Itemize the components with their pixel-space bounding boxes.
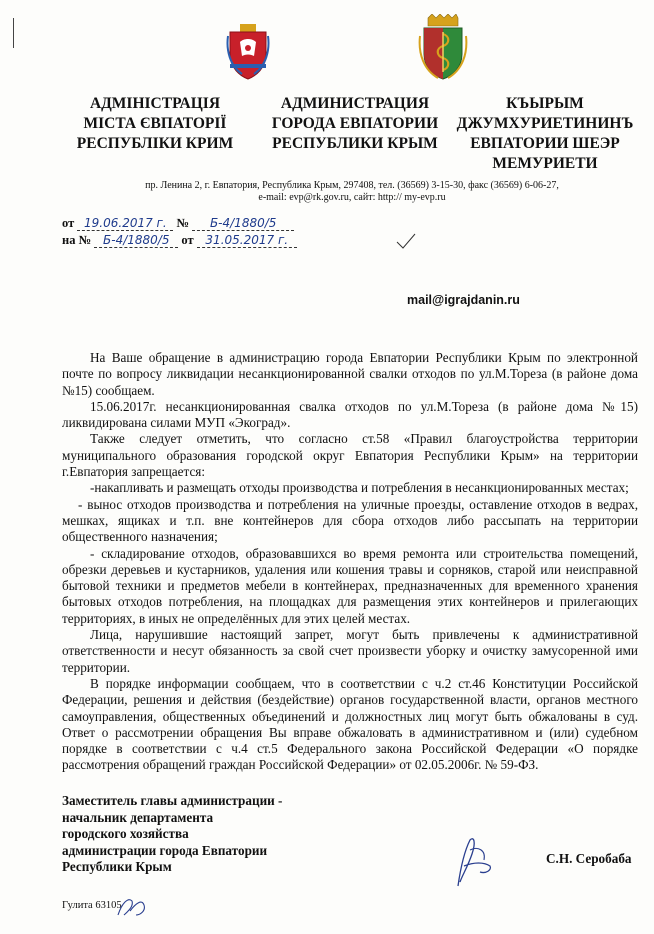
contact-line: e-mail: evp@rk.gov.ru, сайт: http:// my-evp.ru xyxy=(258,192,446,203)
handwritten-signature xyxy=(440,832,510,892)
signer-name: С.Н. Серобаба xyxy=(546,851,632,866)
margin-mark xyxy=(13,18,14,48)
header-crimean-tatar-line: ЕВПАТОРИИ ШЕЭР xyxy=(470,135,620,152)
outgoing-reference xyxy=(62,216,294,231)
header-crimean-tatar-line: ДЖУМХУРИЕТИНИНЪ xyxy=(456,115,634,132)
outgoing-number: Б-4/1880/5 xyxy=(192,216,294,231)
header-crimean-tatar-line: МЕМУРИЕТИ xyxy=(492,155,598,172)
header-ukrainian xyxy=(60,94,250,154)
incoming-date: 31.05.2017 г. xyxy=(197,233,297,248)
header-crimean-tatar-line: КЪЫРЫМ xyxy=(506,95,584,112)
body-paragraph: - складирование отходов, образовавшихся во время ремонта или строительства помещений, обрезки деревьев и кустарников, удаления или кошения травы и сорняков, старой или неисправной бытовой техники и предметов мебели в контейнерах, предназначенных для временного хранения бытовых отходов потребления, на площадках для размещения этих контейнеров и прилегающих территориях, в иных не определённых для этих целей местах. xyxy=(62,545,638,626)
outgoing-date: 19.06.2017 г. xyxy=(77,216,173,231)
evpatoria-coat-of-arms-icon xyxy=(418,14,468,80)
number-label: № xyxy=(176,216,190,230)
executor-note: Гулита 63105 xyxy=(62,900,122,911)
position-line: администрации города Евпатории xyxy=(62,842,268,858)
handwritten-initials xyxy=(114,893,152,919)
position-line: начальник департамента xyxy=(62,809,214,825)
body-paragraph: -накапливать и размещать отходы производства и потребления в несанкционированных местах; xyxy=(90,480,629,496)
header-ukrainian-line: МІСТА ЄВПАТОРІЇ xyxy=(83,115,227,132)
address-block xyxy=(92,180,612,204)
position-line: Заместитель главы администрации - xyxy=(62,793,283,808)
position-line: городского хозяйства xyxy=(62,826,189,841)
letter-body xyxy=(62,350,638,774)
crimea-coat-of-arms-icon xyxy=(226,24,270,80)
reply-from-label: от xyxy=(181,233,194,247)
signatory-position xyxy=(62,793,282,876)
incoming-reference xyxy=(62,233,297,248)
from-label: от xyxy=(62,216,75,230)
body-paragraph: Также следует отметить, что согласно ст.58 «Правил благоустройства территории муниципального образования городской округ Евпатория Республики Крым» на территории г.Евпатория запрещается: xyxy=(62,431,638,480)
body-paragraph: В порядке информации сообщаем, что в соответствии с ч.2 ст.46 Конституции Российской Федерации, решения и действия (бездействие) органов государственной власти, органов местного самоуправления, общественных объединений и должностных лиц могут быть обжалованы в суд. Ответ о рассмотрении обращения Вы вправе обжаловать в административном и (или) судебном порядке в соответствии с ч.4 ст.5 Федерального закона Российской Федерации «О порядке рассмотрения обращений граждан Российской Федерации» от 02.05.2006г. № 59-ФЗ. xyxy=(62,675,638,773)
incoming-number: Б-4/1880/5 xyxy=(94,233,178,248)
header-ukrainian-line: РЕСПУБЛІКИ КРИМ xyxy=(76,135,234,152)
body-paragraph: На Ваше обращение в администрацию города Евпатории Республики Крым по электронной почте по вопросу ликвидации несанкционированной свалки отходов по ул.М.Тореза (в районе дома №15) сообщаем. xyxy=(62,350,638,398)
header-russian-line: АДМИНИСТРАЦИЯ xyxy=(280,95,430,112)
header-russian-line: ГОРОДА ЕВПАТОРИИ xyxy=(271,115,439,132)
body-paragraph: - вынос отходов производства и потребления на уличные проезды, оставление отходов в ведрах, мешках, ящиках и т.п. вне контейнеров для сбора отходов либо рассыпать на территории общественного назначения; xyxy=(62,496,638,545)
check-mark-icon xyxy=(395,232,417,250)
header-crimean-tatar xyxy=(448,94,642,174)
address-line: пр. Ленина 2, г. Евпатория, Республика Крым, 297408, тел. (36569) 3-15-30, факс (36569) 6-06-27, xyxy=(145,180,559,191)
header-ukrainian-line: АДМІНІСТРАЦІЯ xyxy=(89,95,221,112)
recipient-email: mail@igrajdanin.ru xyxy=(407,293,520,307)
position-line: Республики Крым xyxy=(62,859,172,874)
header-russian xyxy=(262,94,448,154)
reply-number-label: на № xyxy=(62,233,92,247)
body-paragraph: 15.06.2017г. несанкционированная свалка отходов по ул.М.Тореза (в районе дома №15) ликвидирована силами МУП «Экоград». xyxy=(62,398,638,431)
header-russian-line: РЕСПУБЛИКИ КРЫМ xyxy=(272,135,438,152)
body-paragraph: Лица, нарушившие настоящий запрет, могут быть привлечены к административной ответственности и несут обязанность за свой счет произвести уборку и очистку замусоренной ими территории. xyxy=(62,627,638,675)
